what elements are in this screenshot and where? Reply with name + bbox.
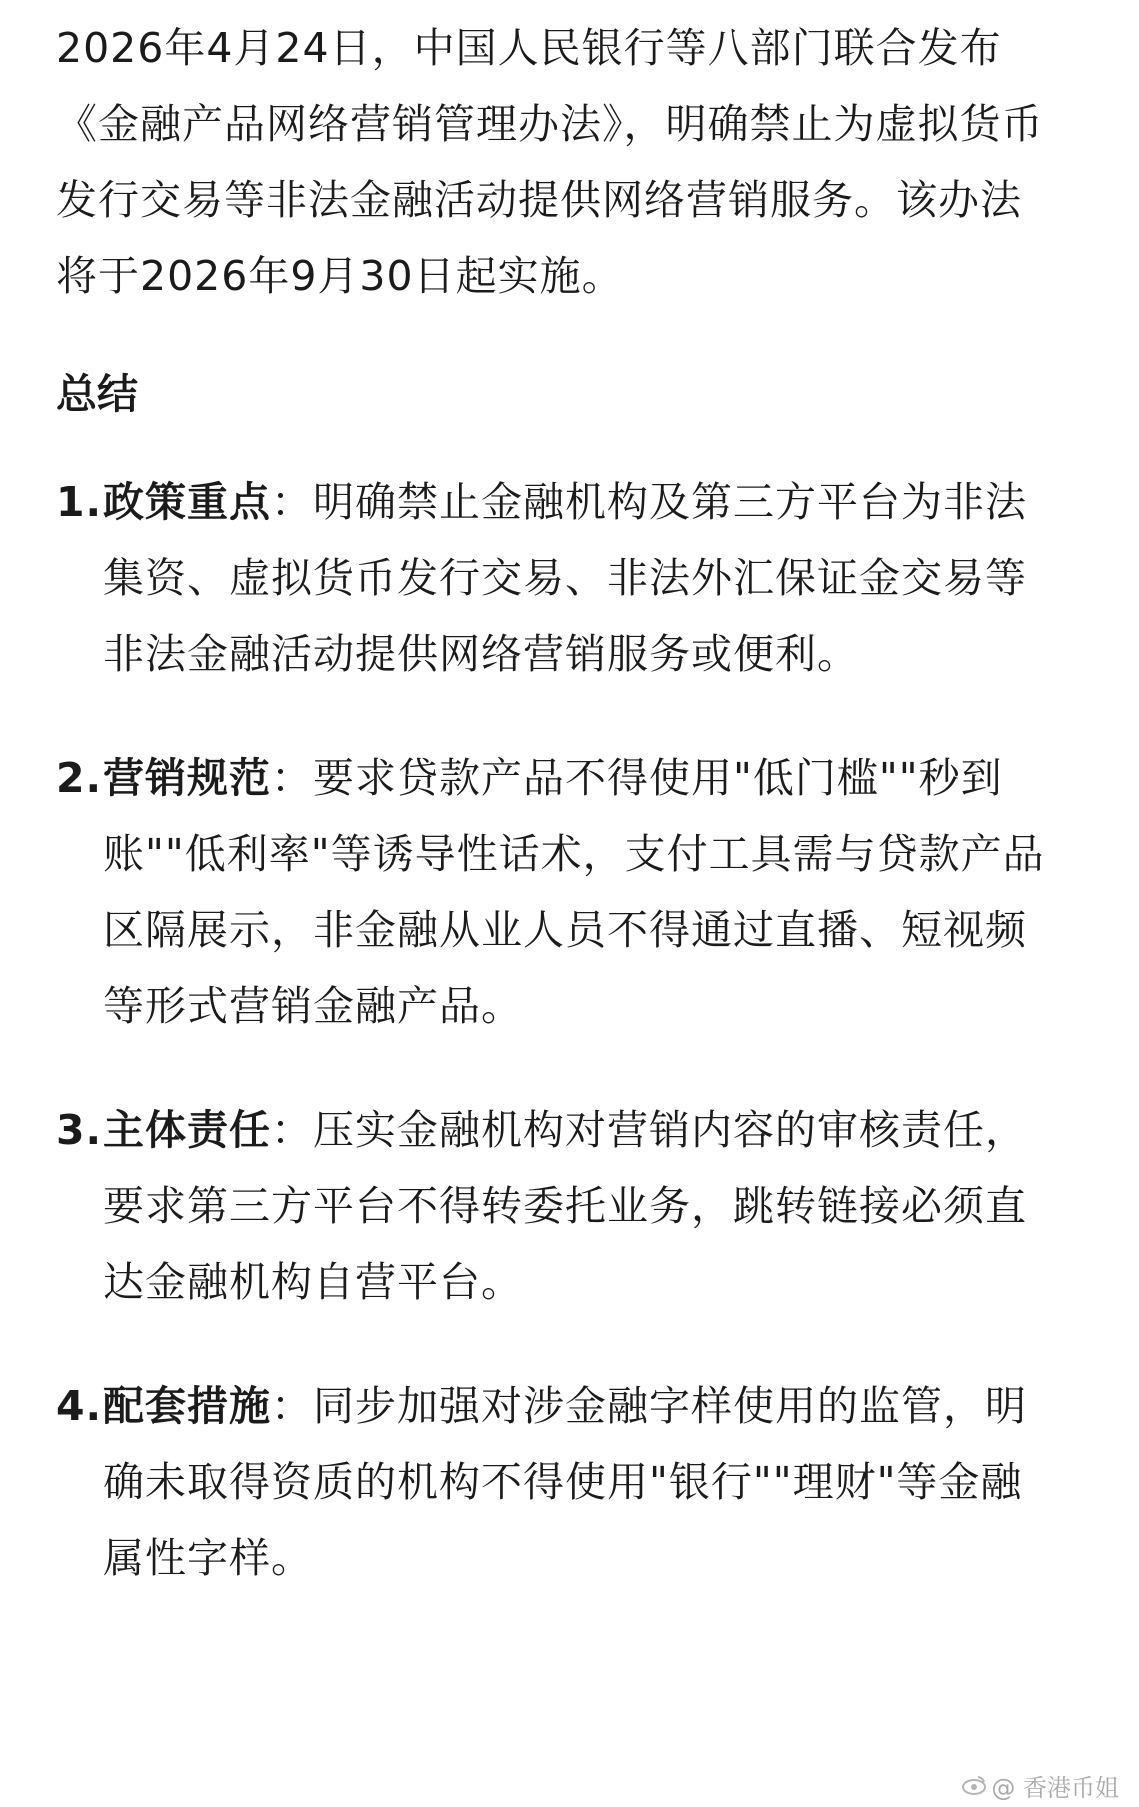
item-number: 4. bbox=[56, 1382, 103, 1430]
item-separator: ： bbox=[271, 1382, 313, 1430]
list-item bbox=[56, 1092, 1056, 1320]
item-title: 主体责任 bbox=[103, 1106, 271, 1154]
item-separator: ： bbox=[271, 754, 313, 802]
watermark-text: @ 香港币姐 bbox=[991, 1774, 1119, 1802]
summary-list bbox=[56, 464, 1056, 1596]
intro-paragraph: 2026年4月24日，中国人民银行等八部门联合发布《金融产品网络营销管理办法》，明确禁止为虚拟货币发行交易等非法金融活动提供网络营销服务。该办法将于2026年9月30日起实施。 bbox=[56, 24, 1044, 300]
item-number: 1. bbox=[56, 478, 103, 526]
list-item bbox=[56, 464, 1056, 692]
article bbox=[56, 10, 1056, 1644]
summary-heading: 总结 bbox=[56, 370, 138, 418]
watermark bbox=[961, 1768, 1119, 1803]
item-number: 3. bbox=[56, 1106, 103, 1154]
item-title: 营销规范 bbox=[103, 754, 271, 802]
list-item bbox=[56, 1368, 1056, 1596]
list-item bbox=[56, 740, 1056, 1044]
item-number: 2. bbox=[56, 754, 103, 802]
item-body: 压实金融机构对营销内容的审核责任，要求第三方平台不得转委托业务，跳转链接必须直达金融机构自营平台。 bbox=[103, 1106, 1027, 1306]
item-separator: ： bbox=[271, 1106, 313, 1154]
item-body: 同步加强对涉金融字样使用的监管，明确未取得资质的机构不得使用"银行""理财"等金融属性字样。 bbox=[103, 1382, 1027, 1582]
item-title: 配套措施 bbox=[103, 1382, 271, 1430]
weibo-eye-icon bbox=[961, 1773, 987, 1799]
item-body: 明确禁止金融机构及第三方平台为非法集资、虚拟货币发行交易、非法外汇保证金交易等非法金融活动提供网络营销服务或便利。 bbox=[103, 478, 1027, 678]
item-separator: ： bbox=[271, 478, 313, 526]
item-title: 政策重点 bbox=[103, 478, 271, 526]
item-body: 要求贷款产品不得使用"低门槛""秒到账""低利率"等诱导性话术，支付工具需与贷款产品区隔展示，非金融从业人员不得通过直播、短视频等形式营销金融产品。 bbox=[103, 754, 1045, 1030]
